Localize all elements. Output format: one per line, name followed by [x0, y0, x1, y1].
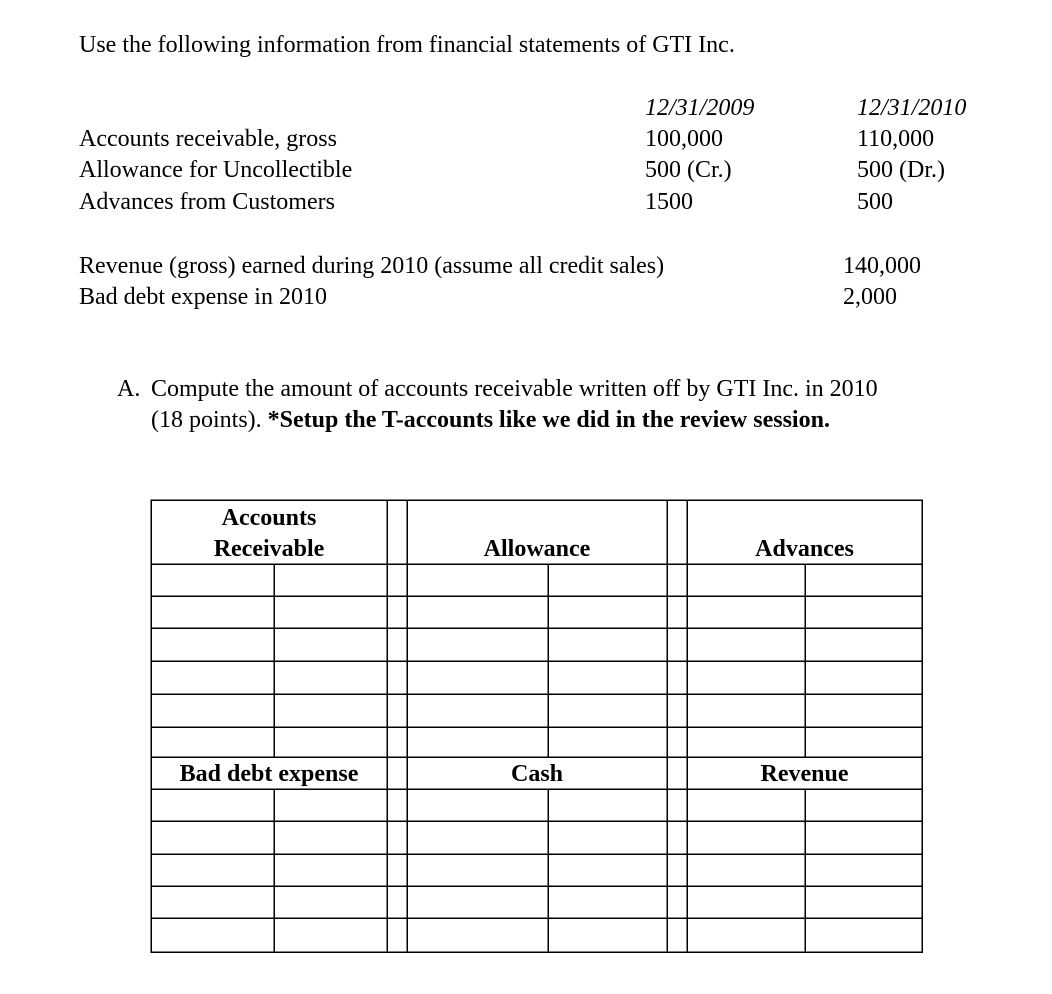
row-label-advances: Advances from Customers [79, 189, 335, 215]
revenue-label: Revenue (gross) earned during 2010 (assume all credit sales) [79, 253, 665, 279]
advances-2010-value: 500 [857, 189, 893, 215]
question-line-1: Compute the amount of accounts receivable written off by GTI Inc. in 2010 [151, 376, 878, 402]
date-2009-header: 12/31/2009 [645, 95, 755, 121]
block-ar-bde [151, 500, 387, 952]
allowance-2010-value: 500 (Dr.) [857, 157, 945, 183]
t-account-bad-debt-expense-header: Bad debt expense [179, 761, 359, 787]
question-instruction: *Setup the T-accounts like we did in the review session. [267, 407, 830, 433]
t-account-allowance-header: Allowance [483, 536, 591, 562]
date-2010-header: 12/31/2010 [857, 95, 967, 121]
ar-2010-value: 110,000 [857, 126, 935, 152]
t-account-advances-header: Advances [755, 536, 854, 562]
row-label-accounts-receivable: Accounts receivable, gross [79, 126, 337, 152]
separator-1 [387, 500, 407, 952]
allowance-2009-value: 500 (Cr.) [645, 157, 732, 183]
bad-debt-label: Bad debt expense in 2010 [79, 284, 327, 310]
block-allowance-cash [407, 500, 667, 952]
intro-text: Use the following information from financial statements of GTI Inc. [79, 32, 735, 58]
ar-2009-value: 100,000 [645, 126, 723, 152]
t-account-cash-header: Cash [510, 761, 564, 787]
advances-2009-value: 1500 [645, 189, 693, 215]
t-account-revenue-header: Revenue [760, 761, 849, 787]
question-marker: A. [117, 376, 141, 402]
ar-header-line-2: Receivable [213, 536, 325, 562]
bad-debt-value: 2,000 [843, 284, 897, 310]
question-points: (18 points). [151, 407, 268, 433]
t-account-accounts-receivable-header [151, 503, 387, 565]
row-label-allowance: Allowance for Uncollectible [79, 157, 353, 183]
separator-2 [667, 500, 687, 952]
ar-header-line-1: Accounts [221, 505, 317, 531]
revenue-value: 140,000 [843, 253, 921, 279]
